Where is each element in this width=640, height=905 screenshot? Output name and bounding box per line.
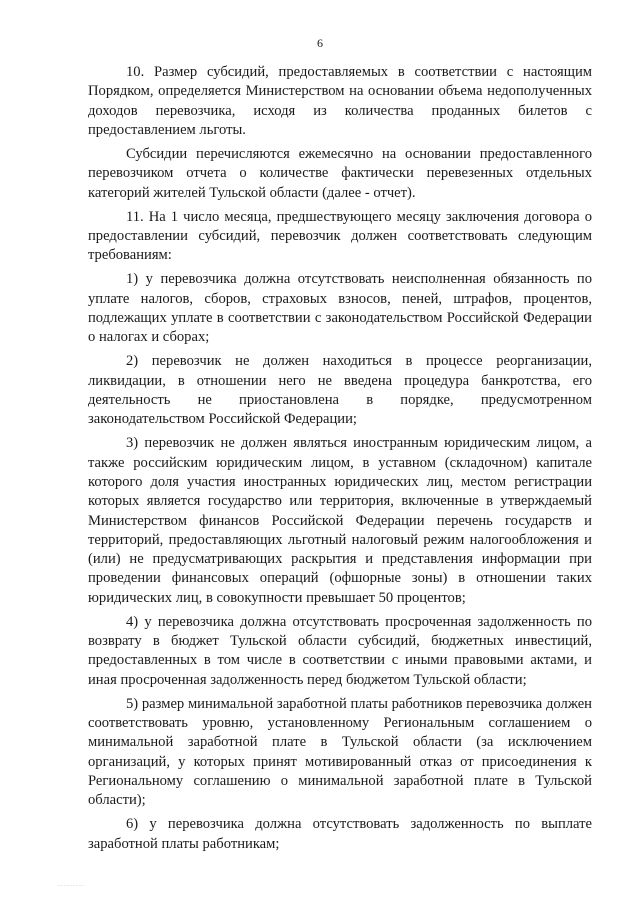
requirement-3-not-foreign-entity: 3) перевозчик не должен являться иностранным юридическим лицом, а также российским юридическим лицом, в уставном (складочном) капитале которого доля участия иностранных юридических лиц, местом регистрации которых является государство или территория, включенные в утверждаемый Министерством финансов Российской Федерации перечень государств и территорий, предоставляющих льготный налоговый режим налогообложения и (или) не предусматривающих раскрытия и представления информации при проведении финансовых операций (офшорные зоны) в отношении таких юридических лиц, в совокупности превышает 50 процентов; [88,435,592,606]
paragraph-monthly-transfer: Субсидии перечисляются ежемесячно на основании предоставленного перевозчиком отчета о количестве фактически перевезенных отдельных категорий жителей Тульской области (далее - отчет). [88,145,592,201]
requirement-1-no-tax-debt: 1) у перевозчика должна отсутствовать неисполненная обязанность по уплате налогов, сборов, страховых взносов, пеней, штрафов, процентов, подлежащих уплате в соответствии с законодательством Российской Федерации о налогах и сборах; [88,271,592,346]
requirement-6-no-wage-debt: 6) у перевозчика должна отсутствовать задолженность по выплате заработной платы работникам; [88,816,592,852]
requirement-2-no-reorganization: 2) перевозчик не должен находиться в процессе реорганизации, ликвидации, в отношении него не введена процедура банкротства, его деятельность не приостановлена в порядке, предусмотренном законодательством Российской Федерации; [88,353,592,428]
scan-footer-mark: ········· [58,883,85,889]
paragraph-11-requirements: 11. На 1 число месяца, предшествующего месяцу заключения договора о предоставлении субсидий, перевозчик должен соответствовать следующим требованиям: [88,208,592,264]
paragraph-10-subsidy-amount: 10. Размер субсидий, предоставляемых в соответствии с настоящим Порядком, определяется Министерством на основании объема недополученных доходов перевозчика, исходя из количества проданных билетов с предоставлением льготы. [88,64,592,138]
requirement-4-no-budget-debt: 4) у перевозчика должна отсутствовать просроченная задолженность по возврату в бюджет Тульской области субсидий, бюджетных инвестиций, предоставленных в том числе в соответствии с иными правовыми актами, и иная просроченная задолженность перед бюджетом Тульской области; [88,613,592,688]
document-body [88,63,592,859]
requirement-5-minimum-wage: 5) размер минимальной заработной платы работников перевозчика должен соответствовать уровню, установленному Региональным соглашением о минимальной заработной плате в Тульской области (за исключением организаций, у которых принят мотивированный отказ от присоединения к Региональному соглашению о минимальной заработной плате в Тульской области); [88,695,592,809]
page-number: 6 [317,36,323,50]
